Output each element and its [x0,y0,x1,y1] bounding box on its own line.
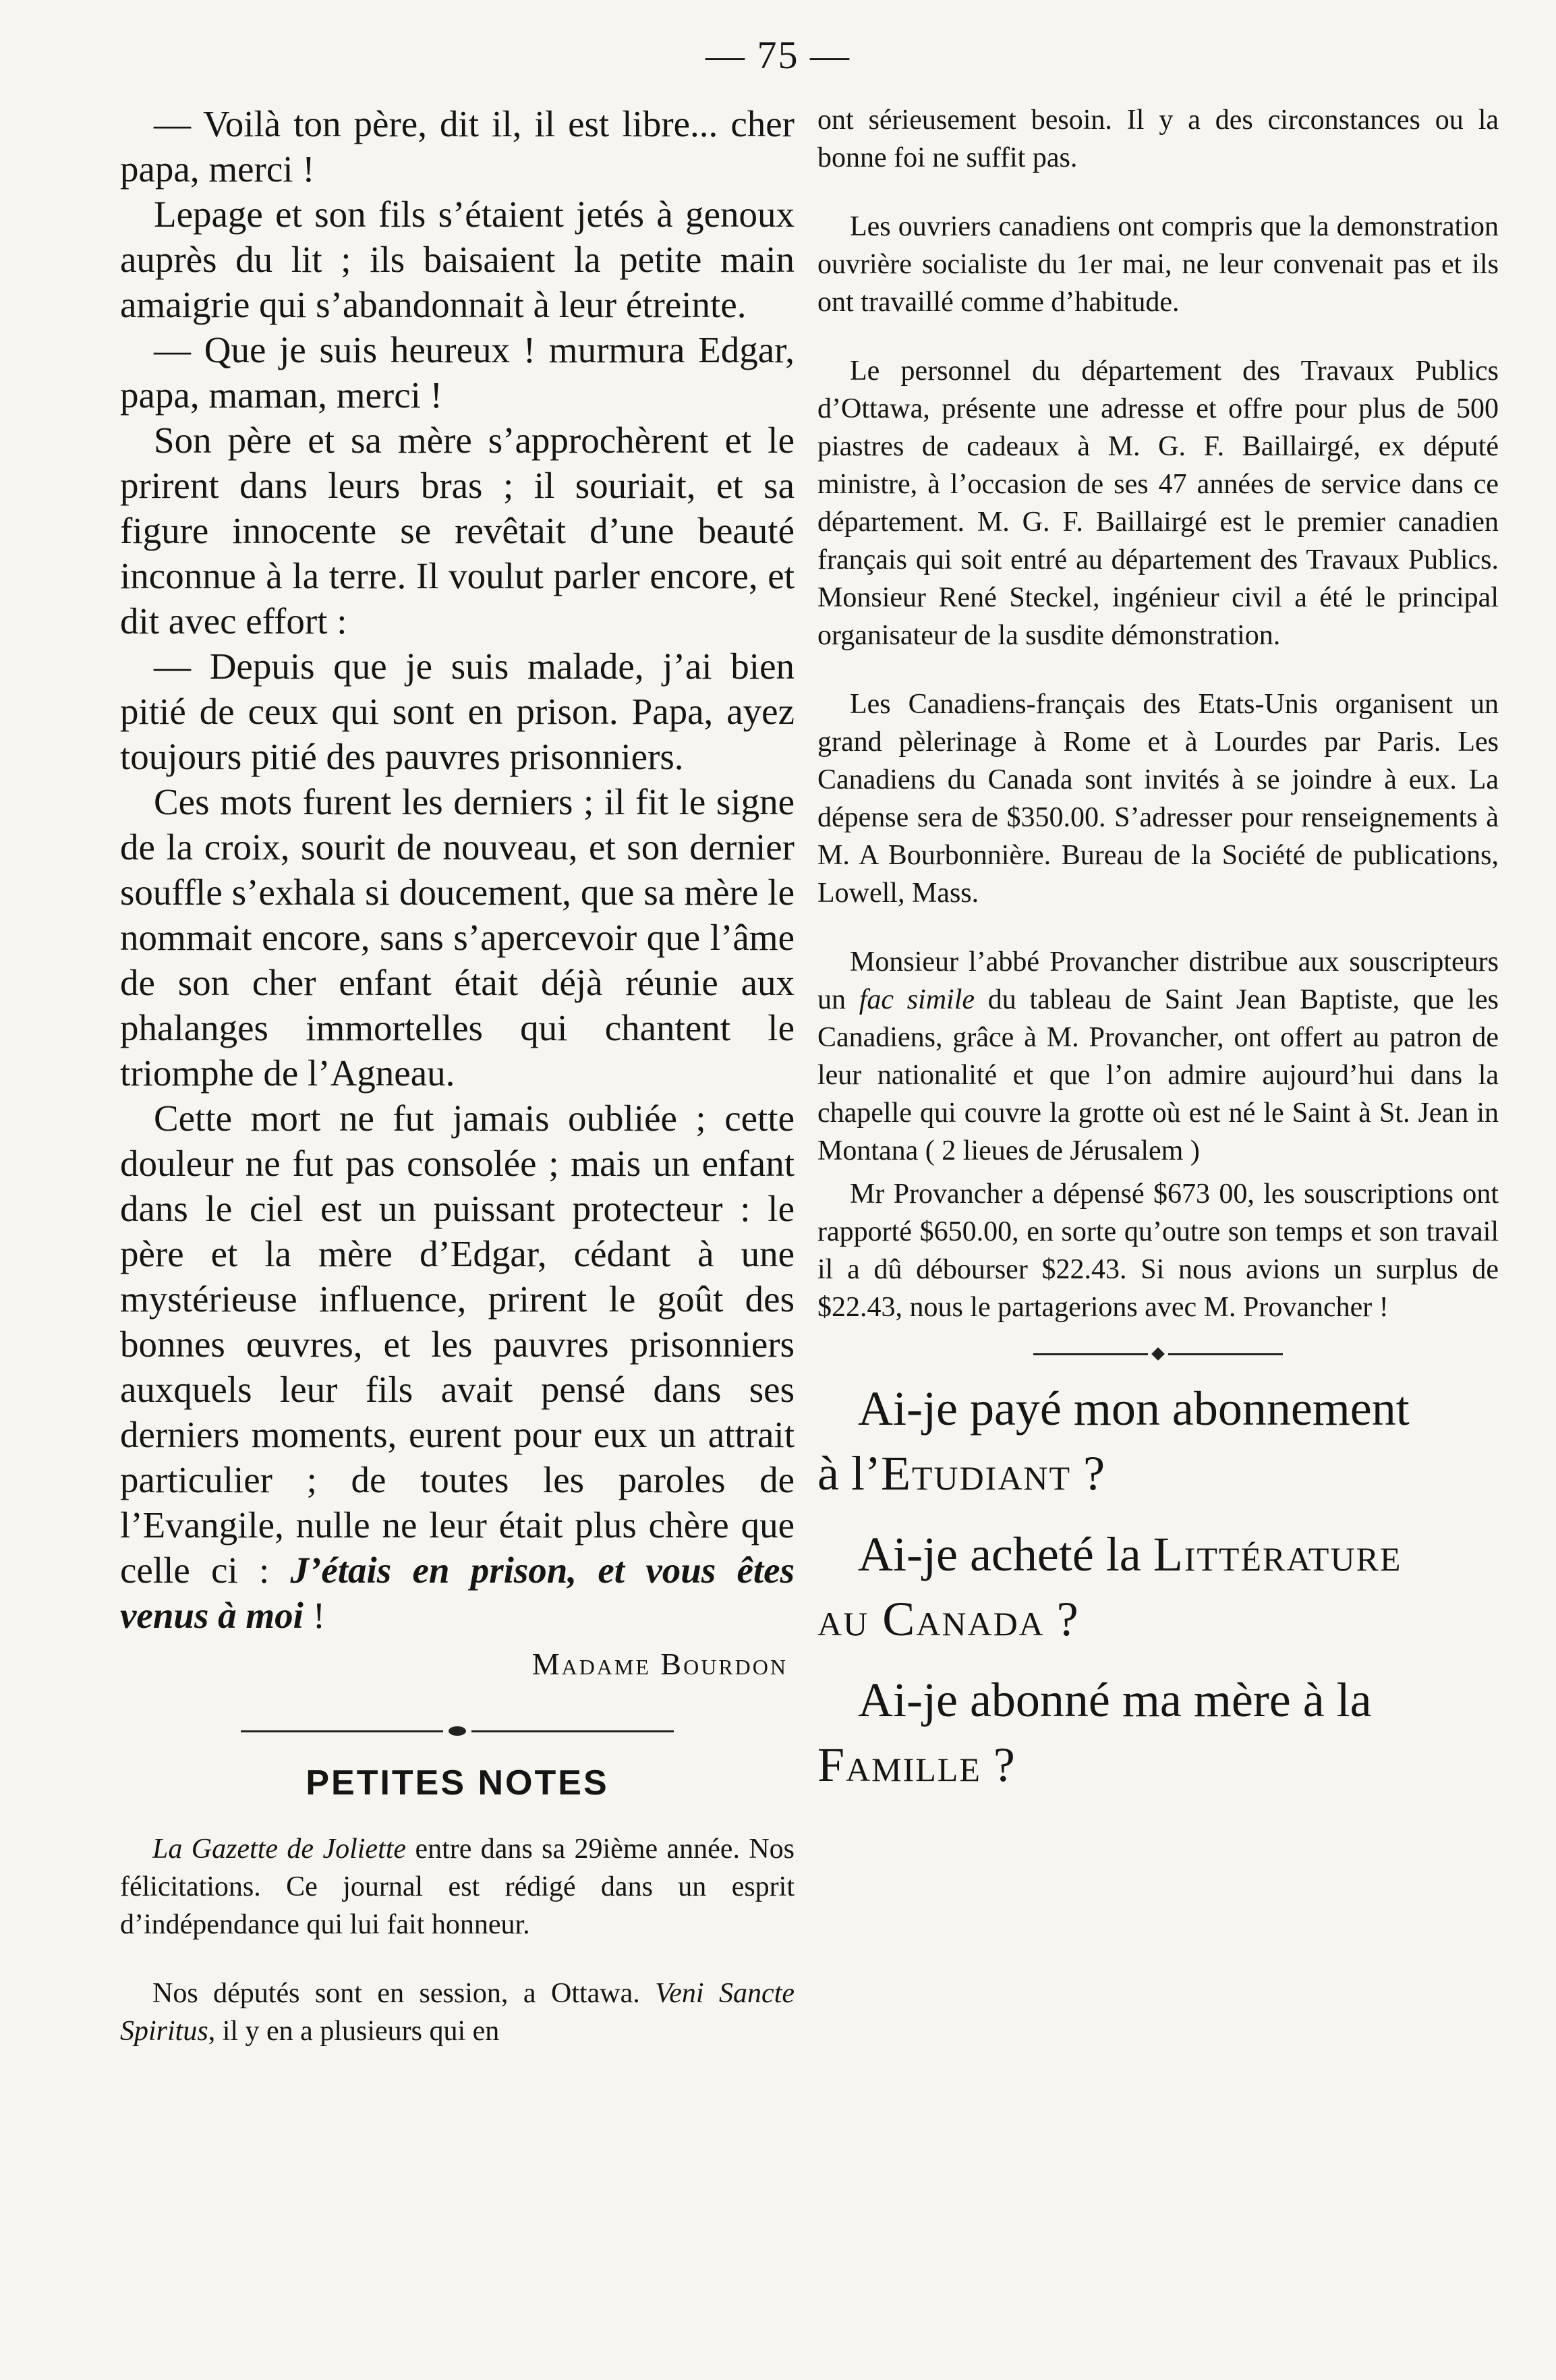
provancher-text-a: Monsieur l’abbé Provancher distribue aux souscripteurs un [817,946,1499,1015]
ask-question-2 [817,1522,1499,1651]
ask2-end: ? [1044,1592,1078,1646]
note-deputes-end: , il y en a plusieurs qui en [208,2016,500,2047]
left-column [120,101,795,2081]
section-title: PETITES NOTES [306,1763,609,1803]
right-column [817,101,1499,1813]
gospel-quote: J’étais en prison, et vous êtes venus à moi [120,1550,795,1636]
note-deputes-text: Nos députés sont en session, a Ottawa. [152,1978,640,2009]
note-gazette-title: La Gazette de Joliette [152,1834,407,1865]
ask3-end: ? [981,1738,1015,1792]
note-provancher-money: Mr Provancher a dépensé $673 00, les souscriptions ont rapporté $650.00, en sorte qu’outre son temps et son travail il a dû débourser $22.43. Si nous avions un surplus de $22.43, nous le partagerions avec M. Provancher ! [817,1179,1499,1323]
note-deputes-latin: Veni Sancte Spiritus [120,1978,795,2047]
note-travaux-publics: Le personnel du département des Travaux Publics d’Ottawa, présente une adresse et offre pour plus de 500 piastres de cadeaux à M. G. F. Baillairgé, ex député ministre, à l’occasion de ses 47 années de service dans ce département. M. G. F. Baillairgé est le premier canadien français qui soit entré au département des Travaux Publics. Monsieur René Steckel, ingénieur civil a été le principal organisateur de la susdite démonstration. [817,356,1499,651]
page-number: — 75 — [705,33,851,77]
ask1-line2a: à l’ [817,1446,881,1500]
note-ouvriers: Les ouvriers canadiens ont compris que la demonstration ouvrière socialiste du 1er mai, ne leur convenait pas et ils ont travaillé comme d’habitude. [817,211,1499,318]
final-paragraph-end: ! [303,1595,326,1636]
ask1-publication: Etudiant [880,1446,1072,1500]
author-signature: Madame Bourdon [531,1647,788,1681]
section-divider [120,1726,795,1736]
notes-left [120,1830,795,2050]
story-paragraph: — Voilà ton père, dit il, il est libre... cher papa, merci ! [120,103,795,190]
ask1-end: ? [1071,1446,1105,1500]
final-paragraph-text: Cette mort ne fut jamais oubliée ; cette douleur ne fut pas consolée ; mais un enfant dans le ciel est un puissant protecteur : le père et la mère d’Edgar, cédant à une mystérieuse influence, prirent le goût des bonnes œuvres, et les pauvres prisonniers auxquels leur fils avait pensé dans ses derniers moments, eurent pour eux un attrait particulier ; de toutes les paroles de l’Evangile, nulle ne leur était plus chère que celle ci : [120,1098,795,1591]
ask3-line1: Ai-je abonné ma mère à la [858,1673,1372,1727]
story-paragraph: — Depuis que je suis malade, j’ai bien pitié de ceux qui sont en prison. Papa, ayez toujours pitié des pauvres prisonniers. [120,646,795,777]
story-paragraph: Son père et sa mère s’approchèrent et le prirent dans leurs bras ; il souriait, et sa figure innocente se revêtait d’une beauté inconnue à la terre. Il voulut parler encore, et dit avec effort : [120,420,795,642]
note-gazette-text: entre dans sa 29ième année. Nos félicitations. Ce journal est rédigé dans un esprit d’indépendance qui lui fait honneur. [120,1834,795,1940]
divider-line [471,1730,674,1732]
story-final-paragraph [120,1096,795,1638]
divider-ornament [1151,1347,1165,1361]
note-continued: ont sérieusement besoin. Il y a des circonstances ou la bonne foi ne suffit pas. [817,105,1499,173]
divider-line [1033,1353,1148,1355]
story-paragraph: — Que je suis heureux ! murmura Edgar, papa, maman, merci ! [120,329,795,416]
divider-line [241,1730,443,1732]
ask-question-1 [817,1376,1499,1506]
divider-line [1168,1353,1283,1355]
story-text [120,101,795,1638]
ask1-line1: Ai-je payé mon abonnement [858,1382,1410,1436]
story-paragraph: Ces mots furent les derniers ; il fit le signe de la croix, sourit de nouveau, et son dernier souffle s’exhala si doucement, que sa mère le nommait encore, sans s’apercevoir que l’âme de son cher enfant était déjà réunie aux phalanges immortelles qui chantent le triomphe de l’Agneau. [120,781,795,1094]
ask2-publication: Littérature [1153,1527,1402,1581]
note-pelerinage: Les Canadiens-français des Etats-Unis organisent un grand pèlerinage à Rome et à Lourdes par Paris. Les Canadiens du Canada sont invités à se joindre à eux. La dépense sera de $350.00. S’adresser pour renseignements à M. A Bourbonnière. Bureau de la Société de publications, Lowell, Mass. [817,689,1499,909]
provancher-text-b: du tableau de Saint Jean Baptiste, que les Canadiens, grâce à M. Provancher, ont offert au patron de leur nationalité et que l’on admire aujourd’hui dans la chapelle qui couvre la grotte où est né le Saint à St. Jean in Montana ( 2 lieues de Jérusalem ) [817,984,1499,1166]
note-deputes [120,1975,795,2050]
note-gazette [120,1830,795,1944]
notes-right [817,101,1499,1326]
ask3-publication: Famille [817,1738,981,1792]
provancher-italic: fac simile [859,984,975,1015]
divider-ornament [449,1726,466,1736]
story-paragraph: Lepage et son fils s’étaient jetés à genoux auprès du lit ; ils baisaient la petite main amaigrie qui s’abandonnait à leur étreinte. [120,194,795,325]
ask-question-3 [817,1668,1499,1797]
small-divider [817,1349,1499,1359]
ask2-line1: Ai-je acheté la [858,1527,1153,1581]
note-provancher [817,943,1499,1170]
ask2-publication-b: au Canada [817,1592,1045,1646]
